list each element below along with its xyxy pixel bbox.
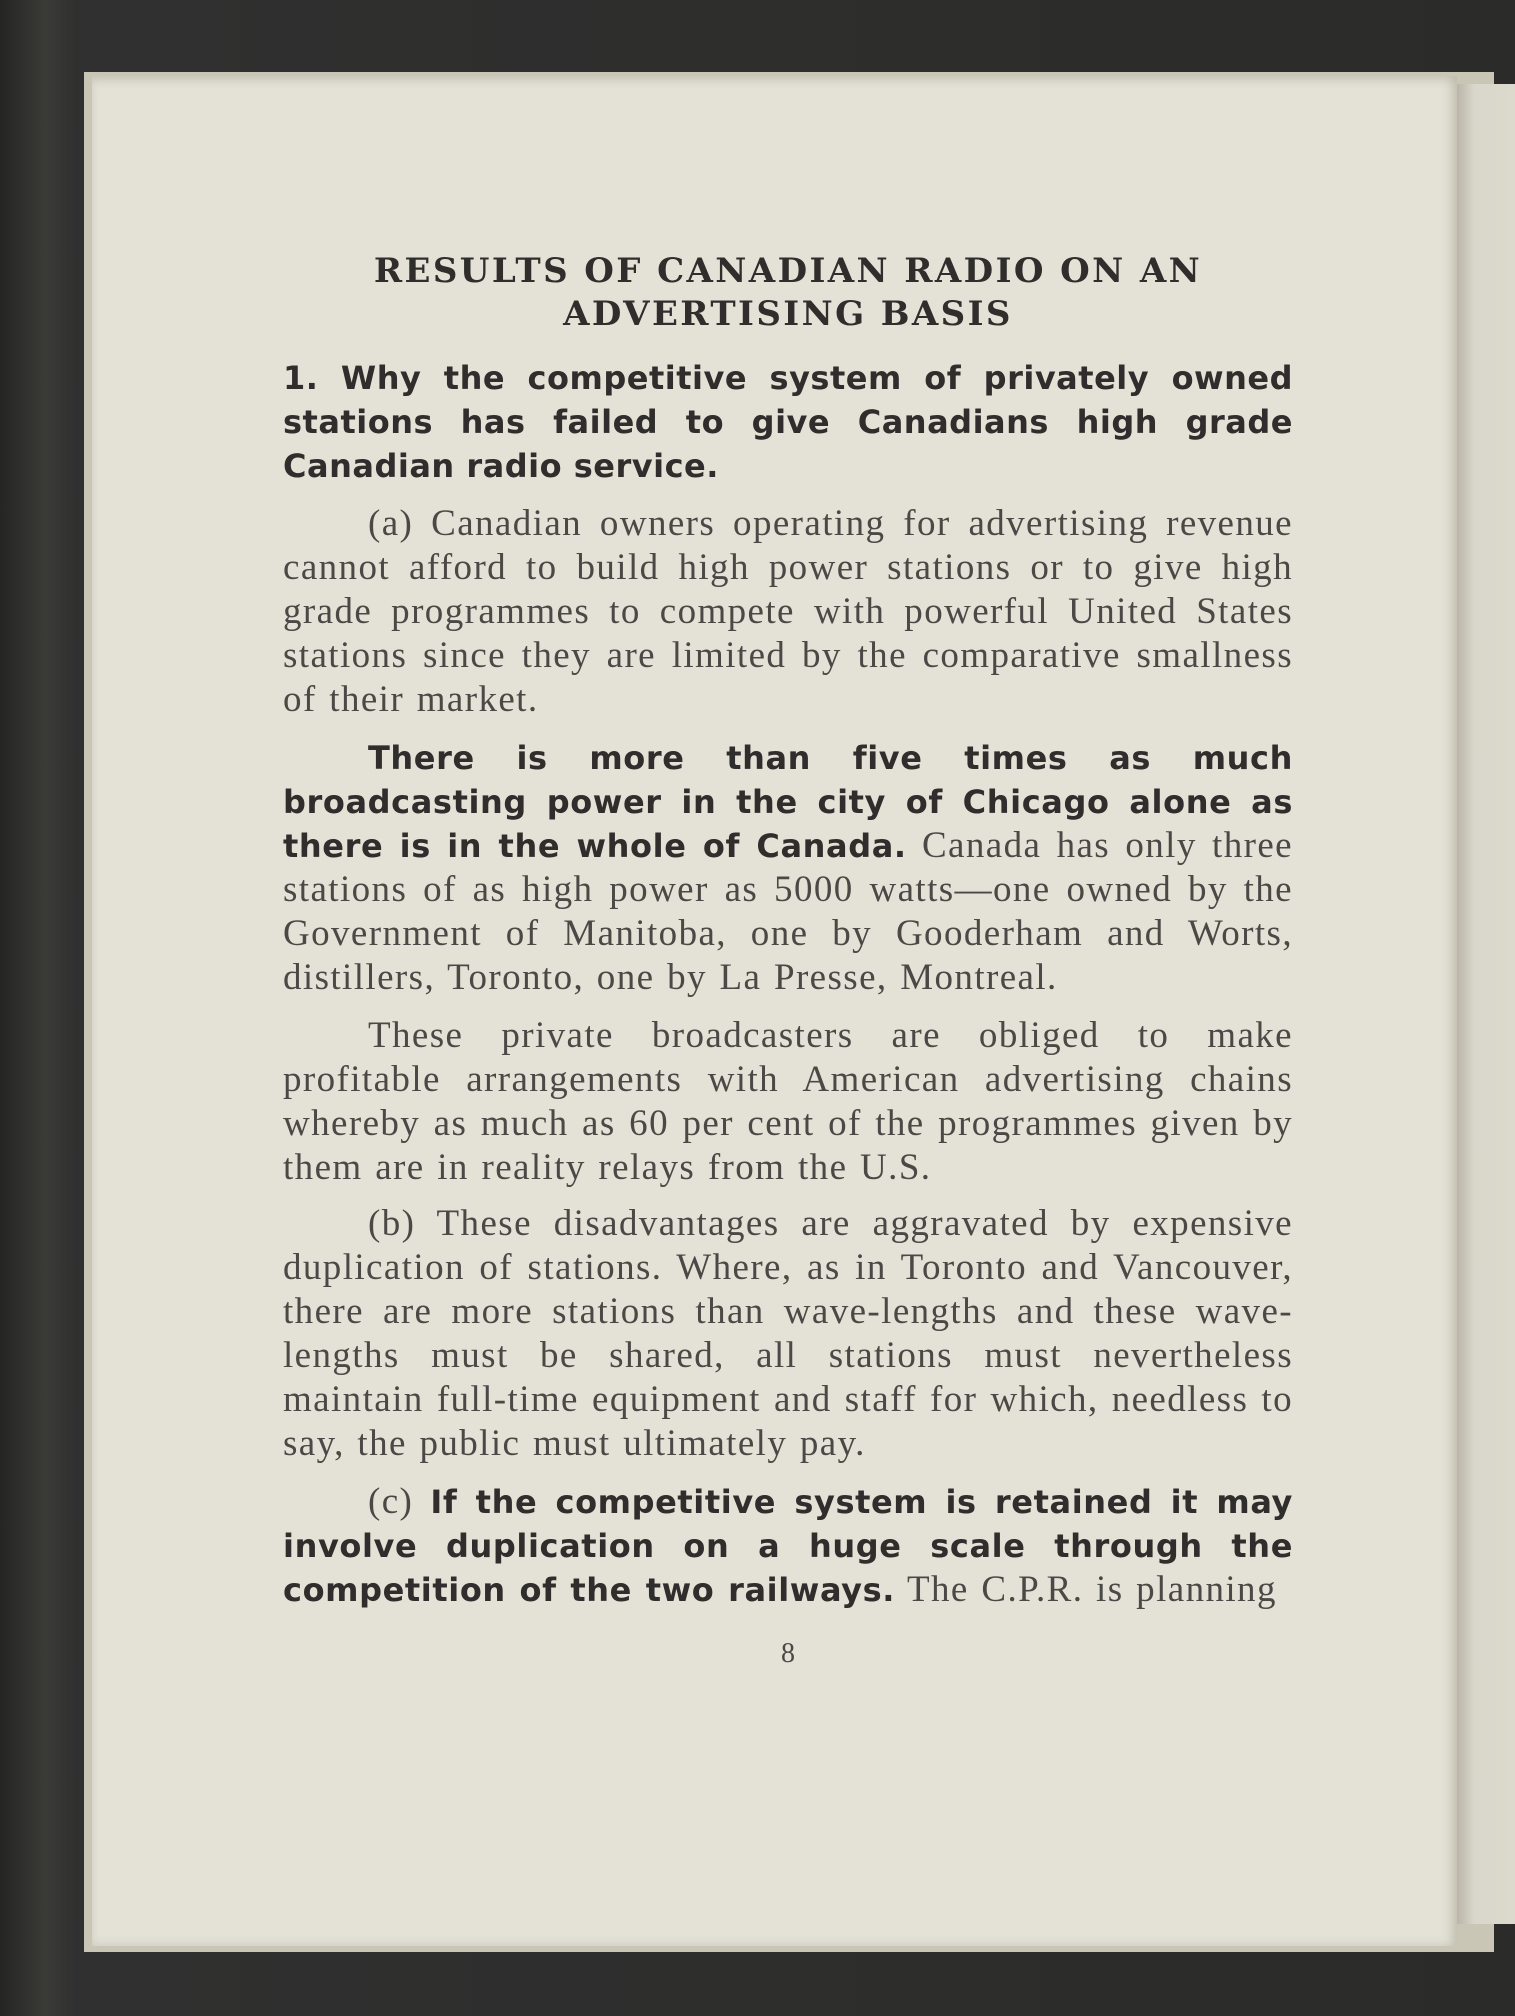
page-content (283, 250, 1293, 1670)
section-heading: 1. Why the competitive system of privately owned stations has failed to give Canadians high grade Canadian radio service. (283, 359, 1293, 485)
page-number: 8 (781, 1638, 795, 1669)
paragraph-c-bold: If the competitive system is retained it may involve duplication on a huge scale through the competition of the two railways. (283, 1483, 1293, 1609)
next-page-edge (1457, 84, 1515, 1924)
paragraph-c-label: (c) (368, 1481, 431, 1522)
paragraph-a: (a) Canadian owners operating for advertising revenue cannot afford to build high power stations or to give high grade programmes to compete with powerful United States stations since they are limited by the comparative smallness of their market. (283, 503, 1293, 720)
paragraph-b: (b) These disadvantages are aggravated by expensive duplication of stations. Where, as in Toronto and Vancouver, there are more stations than wave-lengths and these wave-lengths must be shared, all stations must nevertheless maintain full-time equipment and staff for which, needless to say, the public must ultimately pay. (283, 1203, 1293, 1464)
paragraph-broadcasting-power-rest: Canada has only three stations of as high power as 5000 watts—one owned by the Government of Manitoba, one by Gooderham and Worts, distillers, Toronto, one by La Presse, Montreal. (283, 825, 1293, 998)
page-title: RESULTS OF CANADIAN RADIO ON AN ADVERTISING BASIS (373, 251, 1203, 334)
paragraph-broadcasting-power-bold: There is more than five times as much broadcasting power in the city of Chicago alone as there is in the whole of Canada. (283, 739, 1293, 865)
paragraph-c-rest: The C.P.R. is planning (895, 1569, 1277, 1610)
paragraph-broadcasting-power (283, 736, 1293, 1000)
paragraph-private-broadcasters: These private broadcasters are obliged to make profitable arrangements with American advertising chains whereby as much as 60 per cent of the programmes given by them are in reality relays from the U.S. (283, 1015, 1293, 1188)
paragraph-c (283, 1480, 1293, 1612)
